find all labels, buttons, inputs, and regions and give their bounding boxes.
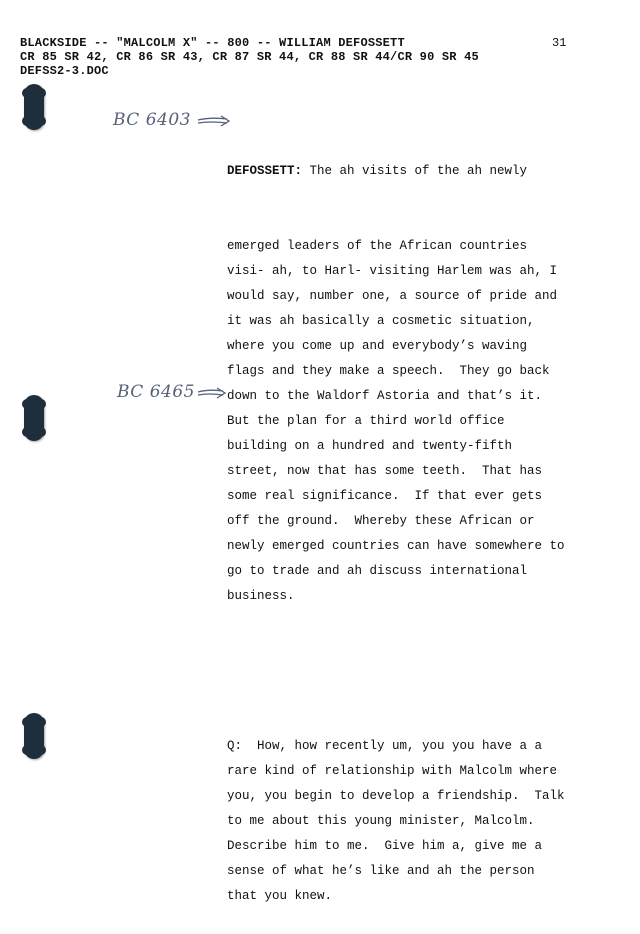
transcript-line: you, you begin to develop a friendship. Talk: [227, 789, 565, 803]
page-number: 31: [552, 36, 567, 50]
transcript-line: go to trade and ah discuss international: [227, 564, 528, 578]
question-paragraph: [227, 734, 627, 909]
annotation-text: BC 6403: [113, 110, 191, 130]
binder-hole-icon: [24, 395, 44, 441]
transcript-line: newly emerged countries can have somewhere to: [227, 539, 565, 553]
transcript-line: would say, number one, a source of pride and: [227, 289, 558, 303]
transcript-line: street, now that has some teeth. That has: [227, 464, 543, 478]
handwritten-timecode-annotation: [113, 110, 191, 130]
transcript-line: Q: How, how recently um, you you have a a: [227, 739, 543, 753]
transcript-line: Describe him to me. Give him a, give me a: [227, 839, 543, 853]
transcript-line: that you knew.: [227, 889, 333, 903]
transcript-line: building on a hundred and twenty-fifth: [227, 439, 513, 453]
transcript-line: where you come up and everybody’s waving: [227, 339, 528, 353]
transcript-line: business.: [227, 589, 295, 603]
transcript-line: rare kind of relationship with Malcolm where: [227, 764, 558, 778]
transcript-line: flags and they make a speech. They go back: [227, 364, 550, 378]
binder-hole-icon: [24, 84, 44, 130]
speaker-label: DEFOSSETT:: [227, 164, 303, 178]
paragraph-gap: [227, 659, 627, 684]
transcript-line: it was ah basically a cosmetic situation,: [227, 314, 535, 328]
transcript-line: off the ground. Whereby these African or: [227, 514, 535, 528]
transcript-line: sense of what he’s like and ah the person: [227, 864, 535, 878]
answer-first-text: The ah visits of the ah newly: [302, 164, 528, 178]
transcript-line: to me about this young minister, Malcolm.: [227, 814, 535, 828]
transcript-line: some real significance. If that ever gets: [227, 489, 543, 503]
transcript-body: [227, 109, 627, 934]
arrow-right-icon: [197, 386, 227, 400]
document-header: [20, 36, 479, 78]
transcript-line: But the plan for a third world office: [227, 414, 505, 428]
transcript-line: visi- ah, to Harl- visiting Harlem was ah, I: [227, 264, 558, 278]
binder-hole-icon: [24, 713, 44, 759]
header-line-title: BLACKSIDE -- "MALCOLM X" -- 800 -- WILLIAM DEFOSSETT: [20, 36, 405, 50]
arrow-right-icon: [197, 114, 231, 128]
header-line-filename: DEFSS2-3.DOC: [20, 64, 109, 78]
transcript-line: down to the Waldorf Astoria and that’s it.: [227, 389, 543, 403]
answer-paragraph: [227, 234, 627, 609]
handwritten-timecode-annotation: [117, 382, 195, 402]
transcript-line: emerged leaders of the African countries: [227, 239, 528, 253]
annotation-text: BC 6465: [117, 382, 195, 402]
answer-first-line: [227, 159, 627, 184]
header-line-rolls: CR 85 SR 42, CR 86 SR 43, CR 87 SR 44, CR 88 SR 44/CR 90 SR 45: [20, 50, 479, 64]
